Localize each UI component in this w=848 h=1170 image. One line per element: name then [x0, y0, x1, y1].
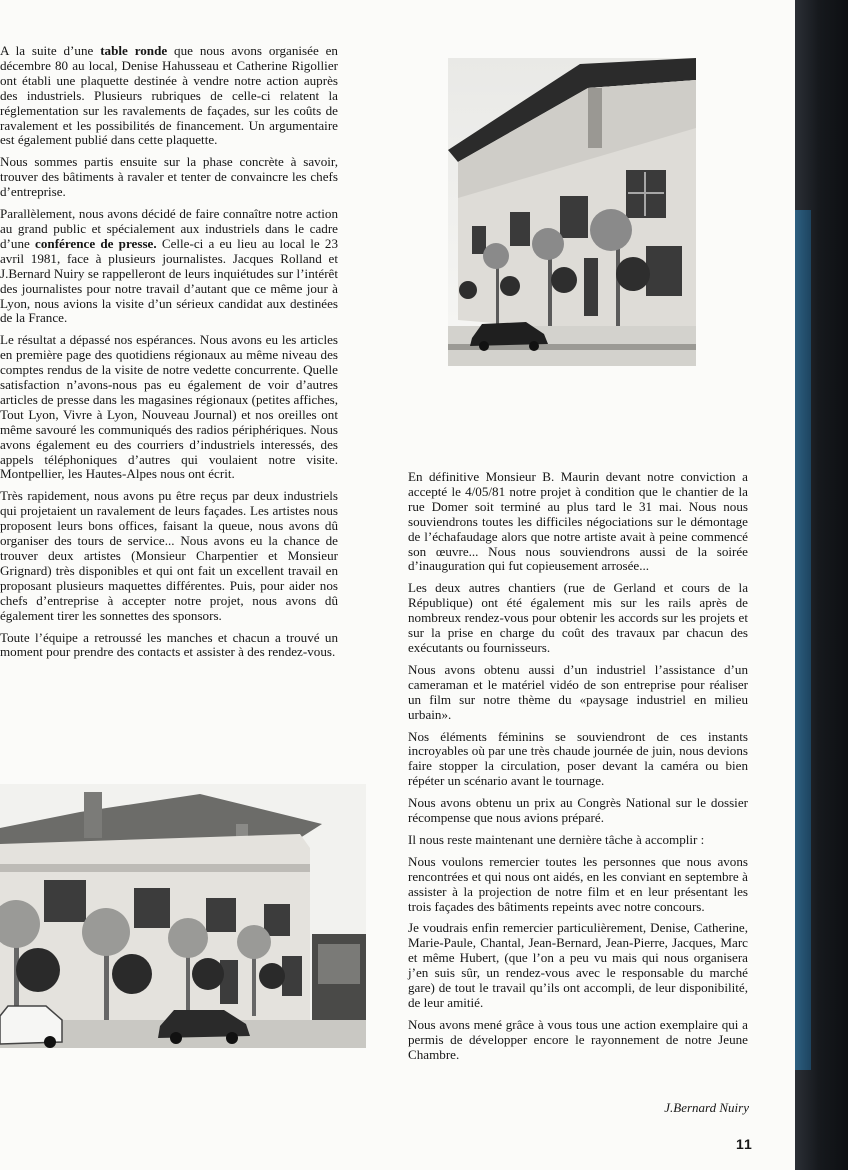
left-column	[0, 44, 338, 667]
building-photo-bottom	[0, 784, 366, 1048]
paragraph-round-table: A la suite d’une table ronde que nous avons organisée en décembre 80 au local, Denise Hahusseau et Catherine Rigollier ont établi une plaquette destinée à vendre notre action auprès des industriels. Plusieurs rubriques de celle-ci relatent la réglementation sur les ravalements de façades, sur les coûts de ravalement et les possibilités de financement. Un argumentaire est également publié dans cette plaquette.	[0, 43, 338, 148]
paragraph-concrete-phase: Nous sommes partis ensuite sur la phase concrète à savoir, trouver des bâtiments à ravaler et tenter de convaincre les chefs d’entreprise.	[0, 154, 338, 200]
page-number: 11	[736, 1136, 753, 1152]
paragraph-last-task: Il nous reste maintenant une dernière tâche à accomplir :	[408, 831, 705, 847]
paragraph-thanks-team: Je voudrais enfin remercier particulièrement, Denise, Catherine, Marie-Paule, Chantal, Jean-Bernard, Jean-Pierre, Jacques, Marc et même Hubert, (que l’on a peu vu mais qui nous organisera j’en suis sûr, un rendez-vous avec le responsable du marché gare) de tout le travail qu’ils ont accompli, de leur disponibilité, de leur amitié.	[408, 920, 748, 1010]
paragraph-maurin: En définitive Monsieur B. Maurin devant notre conviction a accepté le 4/05/81 notre projet à condition que le chantier de la rue Domer soit terminé au plus tard le 31 mai. Nous nous souviendrons toutes les difficiles négociations sur le démontage de l’échafaudage alors que notre artiste avait à peine commencé son œuvre... Nous nous souviendrons aussi de la soirée d’inauguration qui fut copieusement arrosée...	[408, 469, 748, 574]
paragraph-other-sites: Les deux autres chantiers (rue de Gerland et cours de la République) ont été également mis sur les rails après de nombreux rendez-vous pour obtenir les accords sur les projets et sur la prise en charge du coût des travaux par chacun des exécutants ou fournisseurs.	[408, 580, 748, 655]
paragraph-conclusion: Nous avons mené grâce à vous tous une action exemplaire qui a permis de développer encore le rayonnement de notre Jeune Chambre.	[408, 1016, 748, 1062]
paragraph-team: Toute l’équipe a retroussé les manches et chacun a trouvé un moment pour prendre des contacts et assister à des rendez-vous.	[0, 629, 338, 660]
paragraph-artists: Très rapidement, nous avons pu être reçus par deux industriels qui projetaient un ravalement de leurs façades. Les artistes nous proposent leurs bons offices, faisant la queue, nous avons dû organiser des tours de service... Nous avons eu la chance de trouver deux artistes (Monsieur Charpentier et Monsieur Grignard) très disponibles et qui ont fait un excellent travail en proposant plusieurs maquettes différentes. Puis, pour aider nos chefs d’entreprise à accepter notre projet, nous avons dû également tirer les sonnettes des sponsors.	[0, 488, 338, 623]
paragraph-film: Nous avons obtenu aussi d’un industriel l’assistance d’un cameraman et le matériel vidéo de son entreprise pour réaliser un film sur notre thème du «paysage industriel en milieu urbain».	[408, 661, 748, 722]
author-signature: J.Bernard Nuiry	[664, 1100, 749, 1115]
paragraph-filming-day: Nos éléments féminins se souviendront de ces instants incroyables où par une très chaude journée de juin, nous devions faire stopper la circulation, poser devant la caméra ou bien répéter un scénario avant le tournage.	[408, 728, 748, 789]
page-edge-blue-strip	[795, 210, 811, 1070]
building-photo-top	[448, 58, 696, 366]
right-column	[408, 470, 748, 1070]
paragraph-press-results: Le résultat a dépassé nos espérances. Nous avons eu les articles en première page des quotidiens régionaux au même niveau des comptes rendus de la visite de notre vedette concurrente. Quelle satisfaction n’avons-nous pas eu également de voir d’autres articles de presse dans les magasines régionaux (petites affiches, Tout Lyon, Vivre à Lyon, Nouveau Journal) et nos oreilles ont même savouré les communiqués des radios périphériques. Nous avons également eu des courriers d’industriels interessés, des appels téléphoniques d’autres qui voulaient notre visite. Montpellier, les Hautes-Alpes nous ont écrit.	[0, 332, 338, 482]
paragraph-press-conference: Parallèlement, nous avons décidé de faire connaître notre action au grand public et spécialement aux industriels dans le cadre d’une conférence de presse. Celle-ci a eu lieu au local le 23 avril 1981, face à plusieurs journalistes. Jacques Rolland et J.Bernard Nuiry se rappelleront de leurs inquiétudes sur l’intérêt des journalistes pour notre travail d’autant que ce même jour à Lyon, nous avions la visite d’un sérieux candidat aux destinées de la France.	[0, 206, 338, 326]
paragraph-thanks-guests: Nous voulons remercier toutes les personnes que nous avons rencontrées et qui nous ont aidés, en les conviant en septembre à assister à la projection de notre film et en leur présentant les trois façades des bâtiments repeints avec notre concours.	[408, 853, 748, 914]
paragraph-prize: Nous avons obtenu un prix au Congrès National sur le dossier récompense que nous avions préparé.	[408, 795, 748, 826]
bold-phrase-press-conference: conférence de presse.	[35, 235, 157, 251]
bold-phrase-round-table: table ronde	[100, 43, 168, 58]
